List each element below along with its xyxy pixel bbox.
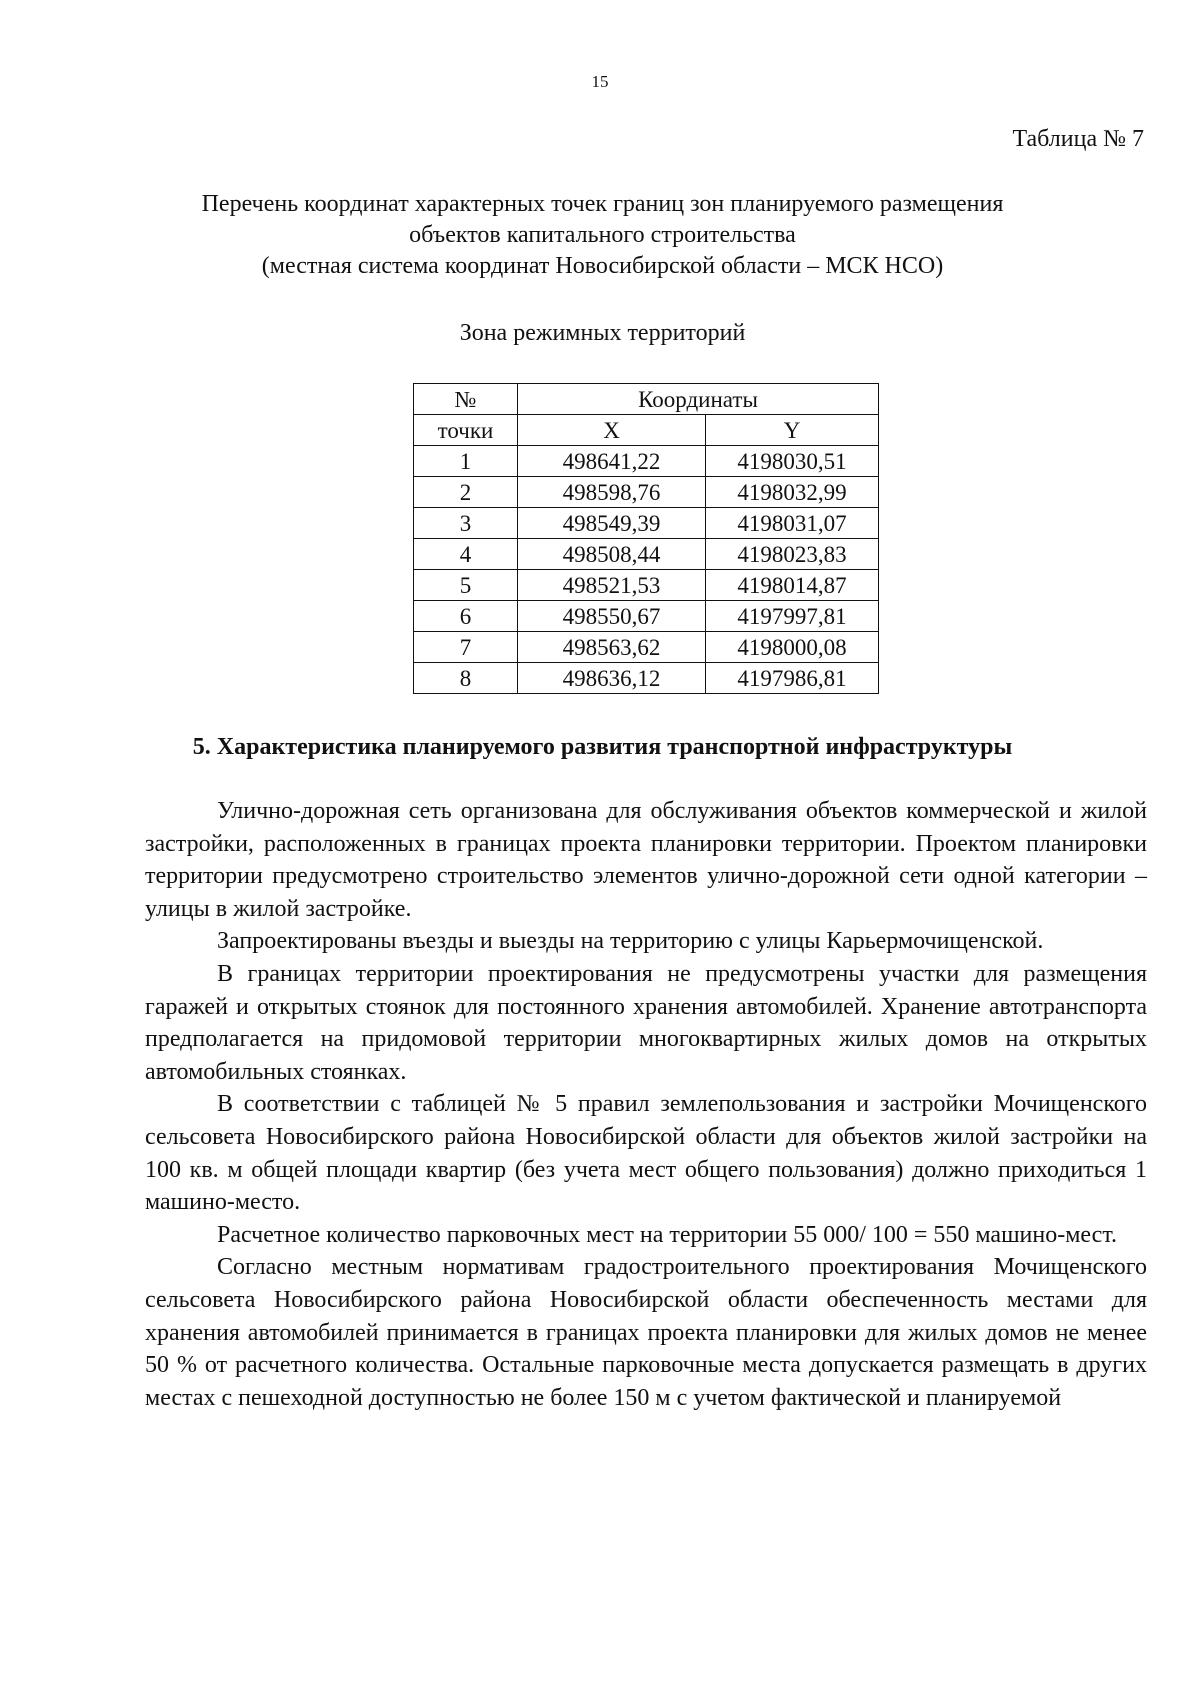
paragraph: Согласно местным нормативам градостроительного проектирования Мочищенского сельсовета Новосибирского района Новосибирской области обеспеченность местами для хранения автомобилей принимается в границах проекта планировки для жилых домов не менее 50 % от расчетного количества. Остальные парковочные места допускается размещать в других местах с пешеходной доступностью не более 150 м с учетом фактической и планируемой [145,1254,1147,1411]
paragraph: Запроектированы въезды и выезды на территорию с улицы Карьермочищенской. [217,928,1044,955]
cell-x: 498550,67 [518,601,706,632]
table-row [414,632,879,663]
table-row [414,601,879,632]
paragraph: Улично-дорожная сеть организована для обслуживания объектов коммерческой и жилой застройки, расположенных в границах проекта планировки территории. Проектом планировки территории предусмотрено строительство элементов улично-дорожной сети одной категории – улицы в жилой застройке. [145,798,1147,922]
table-header-row [414,415,879,446]
title-line: Перечень координат характерных точек границ зон планируемого размещения [201,191,1004,217]
header-x: X [518,415,706,446]
cell-point: 7 [414,632,518,663]
title-line: (местная система координат Новосибирской области – МСК НСО) [261,253,944,279]
cell-point: 6 [414,601,518,632]
table-row [414,477,879,508]
cell-y: 4198032,99 [706,477,879,508]
table-row [414,539,879,570]
section-heading: 5. Характеристика планируемого развития транспортной инфраструктуры [192,734,1013,760]
paragraph: В границах территории проектирования не предусмотрены участки для размещения гаражей и открытых стоянок для постоянного хранения автомобилей. Хранение автотранспорта предполагается на придомовой территории многоквартирных жилых домов на открытых автомобильных стоянках. [145,960,1147,1085]
coordinates-table [413,383,879,694]
cell-y: 4198023,83 [706,539,879,570]
cell-y: 4197986,81 [706,663,879,694]
zone-title: Зона режимных территорий [459,320,746,346]
header-num-bottom: точки [414,415,518,446]
document-title [145,189,1060,282]
cell-point: 1 [414,446,518,477]
table-header-row [414,384,879,415]
title-line: объектов капитального строительства [409,222,796,248]
cell-x: 498521,53 [518,570,706,601]
cell-y: 4198014,87 [706,570,879,601]
header-num-top: № [414,384,518,415]
table-row [414,446,879,477]
table-row [414,508,879,539]
cell-x: 498508,44 [518,539,706,570]
section-body [145,795,1147,1414]
cell-y: 4198000,08 [706,632,879,663]
cell-x: 498598,76 [518,477,706,508]
cell-point: 3 [414,508,518,539]
page-number: 15 [591,72,609,91]
cell-point: 5 [414,570,518,601]
table-row [414,570,879,601]
header-y: Y [706,415,879,446]
cell-point: 2 [414,477,518,508]
paragraph: В соответствии с таблицей № 5 правил землепользования и застройки Мочищенского сельсовета Новосибирского района Новосибирской области для объектов жилой застройки на 100 кв. м общей площади квартир (без учета мест общего пользования) должно приходиться 1 машино-место. [145,1091,1147,1216]
header-coords: Координаты [518,384,879,415]
table-row [414,663,879,694]
cell-point: 4 [414,539,518,570]
cell-x: 498636,12 [518,663,706,694]
cell-y: 4197997,81 [706,601,879,632]
cell-point: 8 [414,663,518,694]
cell-x: 498549,39 [518,508,706,539]
cell-x: 498641,22 [518,446,706,477]
table-label: Таблица № 7 [1012,126,1144,152]
cell-y: 4198031,07 [706,508,879,539]
paragraph: Расчетное количество парковочных мест на территории 55 000/ 100 = 550 машино-мест. [217,1221,1117,1248]
cell-x: 498563,62 [518,632,706,663]
cell-y: 4198030,51 [706,446,879,477]
